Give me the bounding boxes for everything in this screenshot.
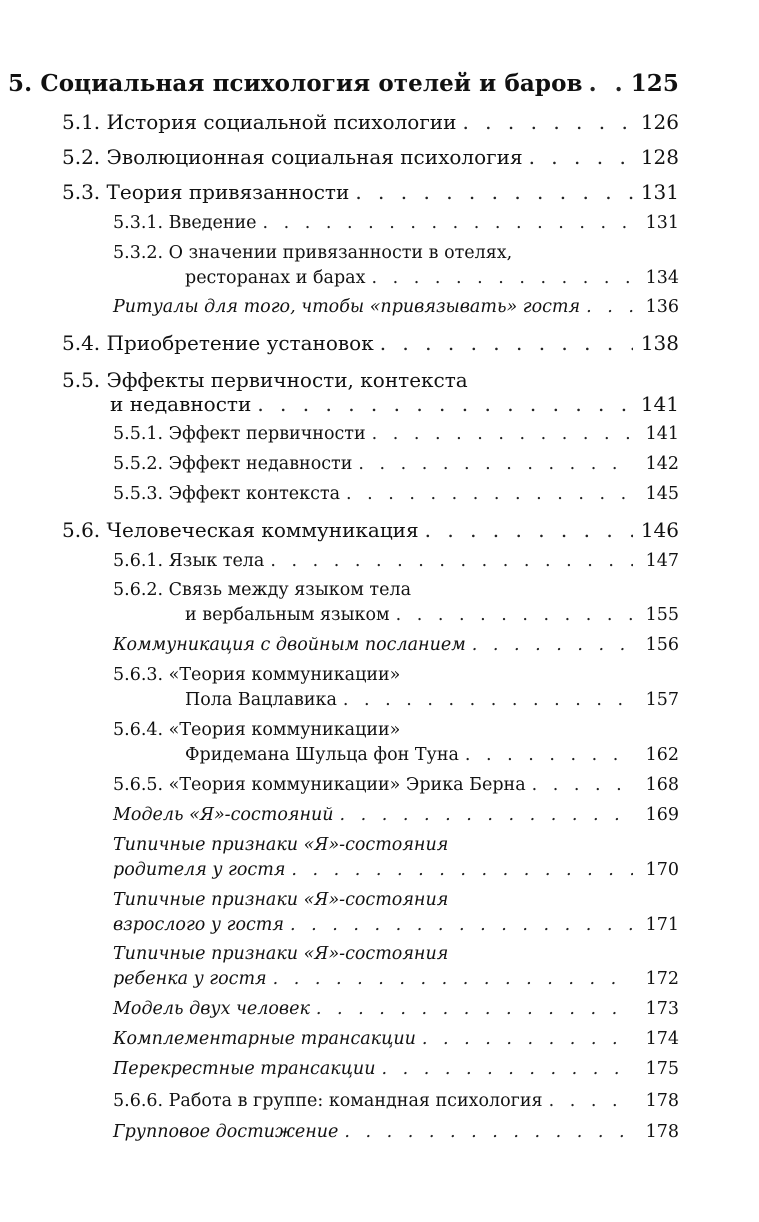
toc-entry-page: 147: [645, 551, 679, 571]
toc-entry-label: 5.5.1. Эффект первичности: [113, 424, 366, 444]
toc-entry: [113, 1059, 679, 1079]
leader-dots: [291, 860, 633, 880]
toc-entry-first-line: 5.3.2. О значении привязанности в отелях,: [113, 243, 513, 263]
toc-entry-page: 134: [645, 268, 679, 288]
toc-entry-first-line: 5.6.3. «Теория коммуникации»: [113, 665, 401, 685]
toc-entry: [185, 605, 679, 625]
leader-dots: [380, 331, 633, 355]
toc-entry-page: 169: [645, 805, 679, 825]
toc-entry-first-line: Типичные признаки «Я»-состояния: [113, 944, 449, 964]
leader-dots: [589, 70, 625, 97]
leader-dots: [422, 1029, 633, 1049]
leader-dots: [270, 551, 633, 571]
toc-entry-page: 131: [645, 213, 679, 233]
toc-entry-label: 5.6.6. Работа в группе: командная психология: [113, 1091, 543, 1111]
leader-dots: [425, 518, 633, 542]
toc-entry-label: Ритуалы для того, чтобы «привязывать» гостя: [113, 297, 581, 317]
toc-entry-label: 5.6.1. Язык тела: [113, 551, 265, 571]
toc-entry-page: 175: [645, 1059, 679, 1079]
leader-dots: [340, 805, 633, 825]
toc-entry: [185, 745, 679, 765]
toc-entry: [113, 551, 679, 571]
toc-entry: [110, 392, 679, 416]
toc-entry-label: ресторанах и барах: [185, 268, 366, 288]
toc-entry-label: Модель двух человек: [113, 999, 310, 1019]
toc-entry-label: ребенка у гостя: [113, 969, 267, 989]
toc-entry-page: 141: [645, 424, 679, 444]
toc-entry: [113, 484, 679, 504]
toc-entry-page: 162: [645, 745, 679, 765]
toc-entry-label: 5.3. Теория привязанности: [62, 180, 350, 204]
leader-dots: [532, 775, 633, 795]
toc-entry-page: 141: [640, 392, 679, 416]
toc-entry-page: 170: [645, 860, 679, 880]
toc-entry: [185, 690, 679, 710]
toc-entry-page: 173: [645, 999, 679, 1019]
toc-entry-page: 131: [640, 180, 679, 204]
toc-entry-page: 145: [645, 484, 679, 504]
leader-dots: [381, 1059, 633, 1079]
toc-entry-page: 125: [630, 70, 679, 97]
toc-entry-label: 5.3.1. Введение: [113, 213, 257, 233]
leader-dots: [371, 268, 633, 288]
toc-entry-page: 171: [645, 915, 679, 935]
toc-entry: [113, 454, 679, 474]
toc-entry-label: Групповое достижение: [113, 1122, 339, 1142]
leader-dots: [273, 969, 633, 989]
toc-entry-label: 5.6. Человеческая коммуникация: [62, 518, 419, 542]
toc-entry-label: 5. Социальная психология отелей и баров: [8, 70, 583, 97]
toc-entry: [62, 110, 679, 134]
toc-entry: [113, 1091, 679, 1111]
toc-entry-page: 156: [645, 635, 679, 655]
toc-entry-label: родителя у гостя: [113, 860, 286, 880]
toc-entry-label: 5.5.3. Эффект контекста: [113, 484, 341, 504]
leader-dots: [290, 915, 633, 935]
leader-dots: [358, 454, 633, 474]
toc-entry-label: взрослого у гостя: [113, 915, 284, 935]
toc-entry-page: 168: [645, 775, 679, 795]
toc-entry: [113, 999, 679, 1019]
toc-entry-page: 178: [645, 1091, 679, 1111]
leader-dots: [346, 484, 633, 504]
toc-entry: [113, 635, 679, 655]
toc-entry: [62, 331, 679, 355]
toc-entry: [62, 518, 679, 542]
toc-entry-label: 5.2. Эволюционная социальная психология: [62, 145, 523, 169]
toc-entry-label: 5.1. История социальной психологии: [62, 110, 457, 134]
toc-entry-label: Коммуникация с двойным посланием: [113, 635, 466, 655]
leader-dots: [372, 424, 633, 444]
toc-entry: [113, 915, 679, 935]
toc-entry: [113, 213, 679, 233]
toc-entry: [62, 145, 679, 169]
leader-dots: [257, 392, 633, 416]
leader-dots: [263, 213, 633, 233]
leader-dots: [316, 999, 633, 1019]
toc-entry-label: 5.5.2. Эффект недавности: [113, 454, 353, 474]
toc-entry-page: 155: [645, 605, 679, 625]
toc-entry: [113, 860, 679, 880]
leader-dots: [343, 690, 633, 710]
toc-entry-first-line: Типичные признаки «Я»-состояния: [113, 890, 449, 910]
toc-entry: [113, 297, 679, 317]
leader-dots: [355, 180, 633, 204]
toc-entry-label: Комплементарные трансакции: [113, 1029, 416, 1049]
toc-entry-page: 157: [645, 690, 679, 710]
toc-entry-label: Перекрестные трансакции: [113, 1059, 376, 1079]
toc-entry: [113, 1029, 679, 1049]
toc-entry-label: 5.6.5. «Теория коммуникации» Эрика Берна: [113, 775, 526, 795]
toc-entry-label: и вербальным языком: [185, 605, 390, 625]
toc-entry-page: 126: [640, 110, 679, 134]
leader-dots: [549, 1091, 633, 1111]
toc-entry-label: Модель «Я»-состояний: [113, 805, 334, 825]
toc-entry: [113, 775, 679, 795]
toc-entry-page: 136: [645, 297, 679, 317]
toc-entry-page: 146: [640, 518, 679, 542]
toc-entry-first-line: 5.5. Эффекты первичности, контекста: [62, 368, 468, 392]
toc-entry-label: и недавности: [110, 392, 252, 416]
toc-entry-page: 142: [645, 454, 679, 474]
toc-entry-first-line: 5.6.2. Связь между языком тела: [113, 580, 412, 600]
toc-entry-label: Фридемана Шульца фон Туна: [185, 745, 459, 765]
toc-entry-label: Пола Вацлавика: [185, 690, 337, 710]
toc-entry-first-line: Типичные признаки «Я»-состояния: [113, 835, 449, 855]
leader-dots: [472, 635, 633, 655]
leader-dots: [529, 145, 633, 169]
leader-dots: [586, 297, 633, 317]
toc-entry: [113, 424, 679, 444]
toc-entry: [113, 1122, 679, 1142]
toc-entry-label: 5.4. Приобретение установок: [62, 331, 374, 355]
toc-entry-page: 138: [640, 331, 679, 355]
leader-dots: [396, 605, 633, 625]
toc-entry: [113, 969, 679, 989]
leader-dots: [465, 745, 633, 765]
toc-entry-page: 178: [645, 1122, 679, 1142]
leader-dots: [462, 110, 633, 134]
toc-entry: [62, 180, 679, 204]
toc-entry-page: 128: [640, 145, 679, 169]
toc-entry-page: 174: [645, 1029, 679, 1049]
toc-entry-page: 172: [645, 969, 679, 989]
leader-dots: [344, 1122, 633, 1142]
toc-entry: [185, 268, 679, 288]
toc-entry: [8, 70, 679, 97]
toc-entry-first-line: 5.6.4. «Теория коммуникации»: [113, 720, 401, 740]
toc-entry: [113, 805, 679, 825]
